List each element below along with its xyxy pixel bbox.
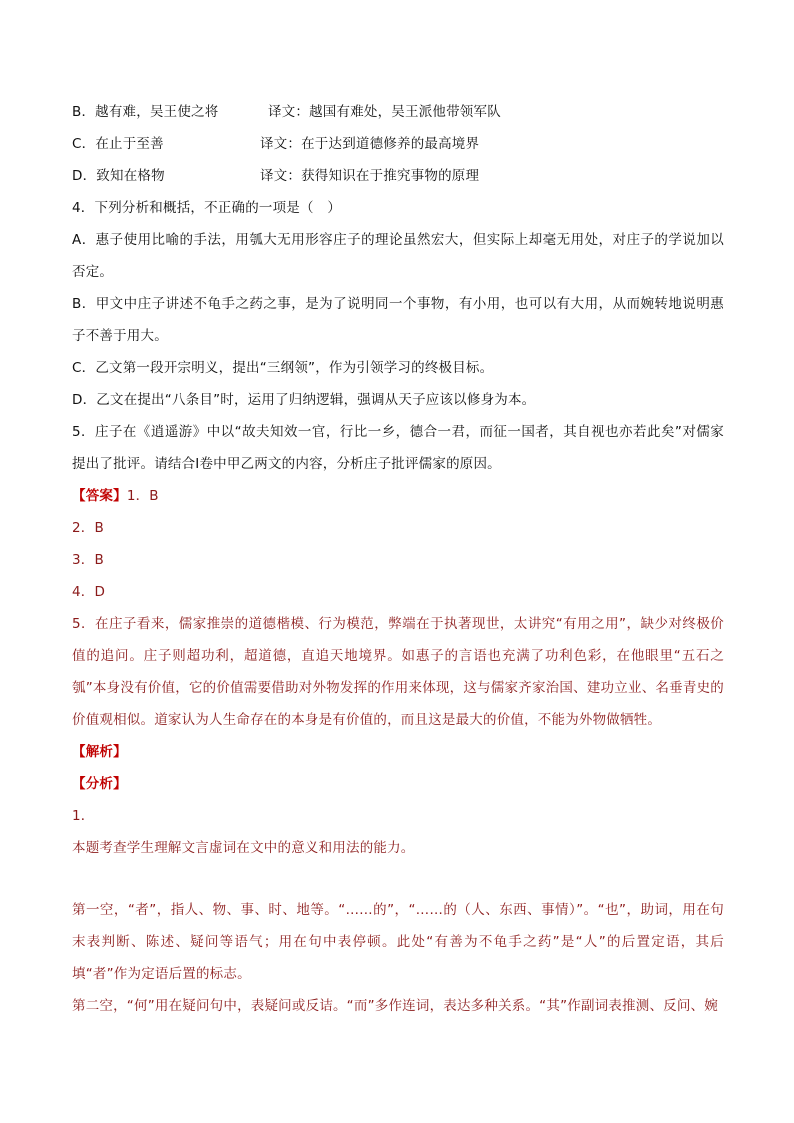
q3-option-b bbox=[72, 96, 724, 128]
option-label: D．致知在格物 bbox=[72, 168, 165, 184]
q4-option-d: D．乙文在提出“八条目”时，运用了归纳逻辑，强调从天子应该以修身为本。 bbox=[72, 392, 536, 408]
q5-stem: 5．庄子在《逍遥游》中以“故夫知效一官，行比一乡，德合一君，而征一国者，其自视也亦若此矣”对儒家提出了批评。请结合Ⅰ卷中甲乙两文的内容，分析庄子批评儒家的原因。 bbox=[72, 424, 724, 472]
spacer bbox=[72, 864, 724, 894]
answer-item: 2．B bbox=[72, 520, 104, 536]
analysis-paragraph-2: 第二空，“何”用在疑问句中，表疑问或反诘。“而”多作连词，表达多种关系。“其”作副词表推测、反问、婉 bbox=[72, 998, 718, 1014]
option-label: C．在止于至善 bbox=[72, 136, 164, 152]
q4-option-a: A．惠子使用比喻的手法，用瓠大无用形容庄子的理论虽然宏大，但实际上却毫无用处，对庄子的学说加以否定。 bbox=[72, 232, 724, 280]
option-translation: 译文：在于达到道德修养的最高境界 bbox=[260, 136, 480, 152]
analysis-intro: 本题考查学生理解文言虚词在文中的意义和用法的能力。 bbox=[72, 840, 415, 856]
analysis-number: 1． bbox=[72, 808, 95, 824]
answer-item: 4．D bbox=[72, 584, 106, 600]
answer-item: 1．B bbox=[126, 488, 159, 504]
q4-stem: 4．下列分析和概括，不正确的一项是（ ） bbox=[72, 200, 342, 216]
analysis-paragraph-1: 第一空，“者”，指人、物、事、时、地等。“……的”，“……的（人、东西、事情）”。“也”，助词，用在句末表判断、陈述、疑问等语气；用在句中表停顿。此处“有善为不龟手之药”是“人”的后置定语，其后填“者”作为定语后置的标志。 bbox=[72, 902, 724, 982]
fenxi-tag: 【分析】 bbox=[72, 776, 127, 792]
answer-line-1 bbox=[72, 480, 724, 512]
analysis-tag: 【解析】 bbox=[72, 744, 127, 760]
q4-option-c: C．乙文第一段开宗明义，提出“三纲领”，作为引领学习的终极目标。 bbox=[72, 360, 494, 376]
q3-option-d bbox=[72, 160, 724, 192]
option-translation: 译文：获得知识在于推究事物的原理 bbox=[260, 168, 480, 184]
q4-option-b: B．甲文中庄子讲述不龟手之药之事，是为了说明同一个事物，有小用，也可以有大用，从而婉转地说明惠子不善于用大。 bbox=[72, 296, 724, 344]
answer-q5: 5．在庄子看来，儒家推崇的道德楷模、行为模范，弊端在于执著现世，太讲究“有用之用”，缺少对终极价值的追问。庄子则超功利，超道德，直追天地境界。如惠子的言语也充满了功利色彩，在他眼里“五石之瓠”本身没有价值，它的价值需要借助对外物发挥的作用来体现，这与儒家齐家治国、建功立业、名垂青史的价值观相似。道家认为人生命存在的本身是有价值的，而且这是最大的价值，不能为外物做牺牲。 bbox=[72, 616, 724, 728]
option-translation: 译文：越国有难处，吴王派他带领军队 bbox=[268, 104, 501, 120]
option-label: B．越有难，吴王使之将 bbox=[72, 104, 219, 120]
answer-item: 3．B bbox=[72, 552, 104, 568]
q3-option-c bbox=[72, 128, 724, 160]
document-page bbox=[72, 96, 724, 1022]
answer-tag: 【答案】 bbox=[72, 488, 127, 504]
